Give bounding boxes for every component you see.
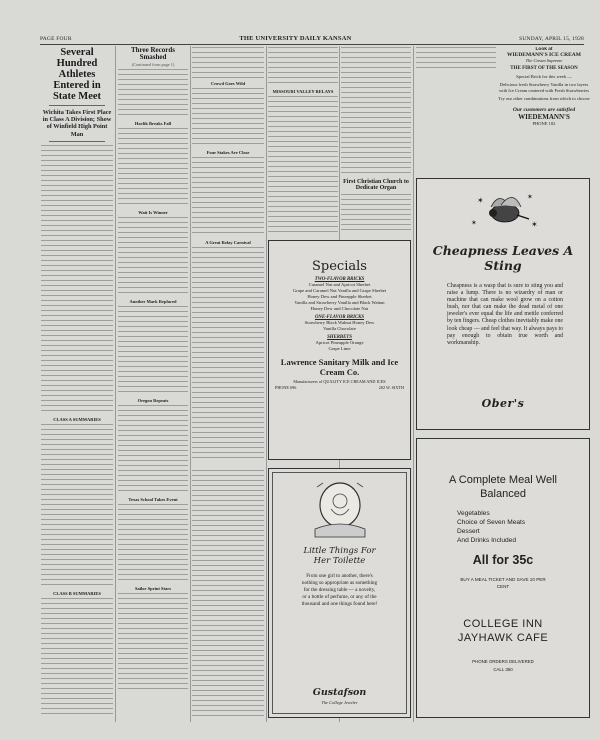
specials-sec1-items (269, 282, 410, 312)
wiedemann-l5: Special Brick for this week — (516, 74, 572, 79)
specials-sec1: TWO-FLAVOR BRICKS (314, 277, 365, 282)
headline-church: First Christian Church to Dedicate Organ (343, 179, 409, 192)
class-b-summaries: CLASS B SUMMARIES (53, 590, 101, 596)
ad-college-inn (416, 438, 590, 718)
subhead-crowd: Crowd Goes Wild (210, 81, 246, 86)
headline-athletes: Several Hundred Athletes Entered in State Meet (52, 47, 102, 103)
gustafson-tagline: The College Jeweler (321, 700, 358, 705)
college-inn-delivery: PHONE ORDERS DELIVERED (472, 659, 534, 664)
specials-sec2: ONE-FLAVOR BRICKS (314, 315, 365, 320)
svg-text:✶: ✶ (471, 219, 477, 227)
mirror-lady-illustration (307, 479, 373, 541)
headline-records: Three Records Smashed (131, 47, 175, 62)
subhead-mo-valley: MISSOURI VALLEY RELAYS (272, 89, 334, 94)
wiedemann-l7: Try our other combinations from which to choose (498, 96, 590, 102)
ad-gustafson (268, 468, 411, 718)
wiedemann-l2: WIEDEMANN'S ICE CREAM (507, 52, 581, 58)
wiedemann-l3: The Cream Supreme (525, 58, 563, 63)
wiedemann-l10: PHONE 182 (532, 120, 556, 126)
page-header (40, 34, 584, 43)
column-2 (118, 47, 188, 722)
specials-item: Honey Dew and Chocolate Nut (310, 306, 369, 311)
specials-company: Lawrence Sanitary Milk and Ice Cream Co. (280, 357, 399, 377)
column-rule (115, 46, 116, 722)
specials-address: 202 W. SIXTH (378, 385, 404, 390)
college-inn-ticket: BUY A MEAL TICKET AND SAVE 10 PER CENT (460, 577, 546, 589)
college-inn-items (457, 509, 525, 545)
header-rule (40, 44, 584, 45)
specials-manufacturers: Manufacturers of QUALITY ICE CREAM AND ICES (293, 379, 386, 384)
specials-item: Strawberry Black Walnut Honey Dew (304, 320, 375, 325)
specials-item: Caramel Nut and Apricot Sherbet (308, 282, 371, 287)
column-rule (413, 46, 414, 722)
specials-sec3-items (269, 340, 410, 352)
page-label: PAGE FOUR (40, 35, 72, 42)
svg-text:✶: ✶ (527, 193, 533, 201)
wasp-illustration (469, 185, 541, 237)
wiedemann-l1: Look at (535, 47, 553, 52)
ad-specials (268, 240, 411, 460)
gustafson-body: From one girl to another, there's nothing so appropriate as something for the dressing table — a novelty, or a bottle of perfume, or any of the thousand and one things found here! (301, 573, 378, 607)
obers-title: Cheapness Leaves A Sting (432, 243, 574, 273)
college-inn-call: CALL 350 (493, 667, 513, 672)
ad-obers (416, 178, 590, 430)
specials-item: Honey Dew and Pineapple Sherbet (307, 294, 372, 299)
specials-sec2-items (269, 320, 410, 332)
specials-item: Vanilla and Strawberry Vanilla and Black Walnut (294, 300, 385, 305)
obers-brand: Ober's (481, 397, 525, 410)
specials-title: Specials (312, 259, 367, 274)
specials-item: Vanilla Chocolate (323, 326, 356, 331)
specials-sec3: SHERBETS (327, 335, 352, 340)
svg-text:✶: ✶ (531, 220, 538, 229)
wiedemann-l9: WIEDEMANN'S (518, 112, 570, 121)
ad-wiedemann (498, 47, 590, 175)
subhead-another-mark: Another Mark Replaced (129, 298, 177, 304)
college-inn-item: Vegetables (457, 510, 490, 517)
column-rule (190, 46, 191, 722)
specials-item: Grape and Caramel Nut Vanilla and Grape Sherbet (292, 288, 387, 293)
subhead-texas: Texas School Takes Event (128, 496, 178, 502)
college-inn-name: COLLEGE INN JAYHAWK CAFE (457, 618, 549, 644)
column-3 (192, 47, 264, 237)
subhead-sailor: Sailor Sprint Stars (135, 585, 171, 591)
specials-footer (269, 384, 410, 391)
paper-title: THE UNIVERSITY DAILY KANSAN (239, 35, 352, 42)
specials-item: Grape Lime (328, 346, 351, 351)
college-inn-item: And Drinks Included (457, 537, 517, 544)
wiedemann-l8: Our customers are satisfied (512, 106, 576, 113)
college-inn-item: Dessert (457, 528, 480, 535)
college-inn-item: Choice of Seven Meats (457, 519, 526, 526)
issue-date: SUNDAY, APRIL 15, 1928 (519, 35, 584, 42)
gustafson-title: Little Things For Her Toilette (303, 546, 376, 566)
wiedemann-l6: Delicious fresh Strawberry Vanilla in two layers with Ice Cream centered with Fresh Strawberries (498, 82, 590, 93)
wiedemann-l4: THE FIRST OF THE SEASON (510, 66, 578, 71)
specials-phone: PHONE 696 (275, 385, 297, 390)
column-5 (341, 47, 411, 237)
column-3-lower (192, 238, 264, 468)
specials-item: Apricot Pineapple Orange (315, 340, 364, 345)
subhead-wichita: Wichita Takes First Place in Class A Division; Show of Winfield High Point Man (42, 109, 112, 138)
column-6-top (416, 47, 496, 69)
column-4 (268, 47, 338, 237)
subhead-relay-carnival: A Great Relay Carnival (205, 240, 251, 245)
subhead-four-stakes: Four Stakes Are Close (206, 150, 250, 155)
column-3-bottom (192, 470, 264, 720)
college-inn-price: All for 35c (472, 553, 534, 567)
column-1 (41, 47, 113, 722)
column-rule (266, 46, 267, 722)
obers-body: Cheapness is a wasp that is sure to sting you and raise a lump. There is no wizardry of man or machine that can make wool grow on a cotton bush, nor that can make the dead metal of one jeweler's ever equal the life and mettle conferred by ten fingers. Cheap clothes inevitably make one look cheap — and feel that way. It always pays to pay enough to obtain true worth and workmanship. (447, 283, 563, 346)
continued-note: (Continued from page 1) (131, 61, 175, 67)
svg-text:✶: ✶ (477, 196, 484, 205)
subhead-havlik: Havlik Breaks Fall (134, 120, 172, 126)
college-inn-title: A Complete Meal Well Balanced (448, 474, 557, 500)
subhead-wait: Wait Is Winner (138, 209, 168, 215)
class-a-summaries: CLASS A SUMMARIES (53, 416, 101, 422)
gustafson-brand: Gustafson (312, 687, 367, 698)
subhead-oregon: Oregon Repeats (137, 397, 169, 403)
